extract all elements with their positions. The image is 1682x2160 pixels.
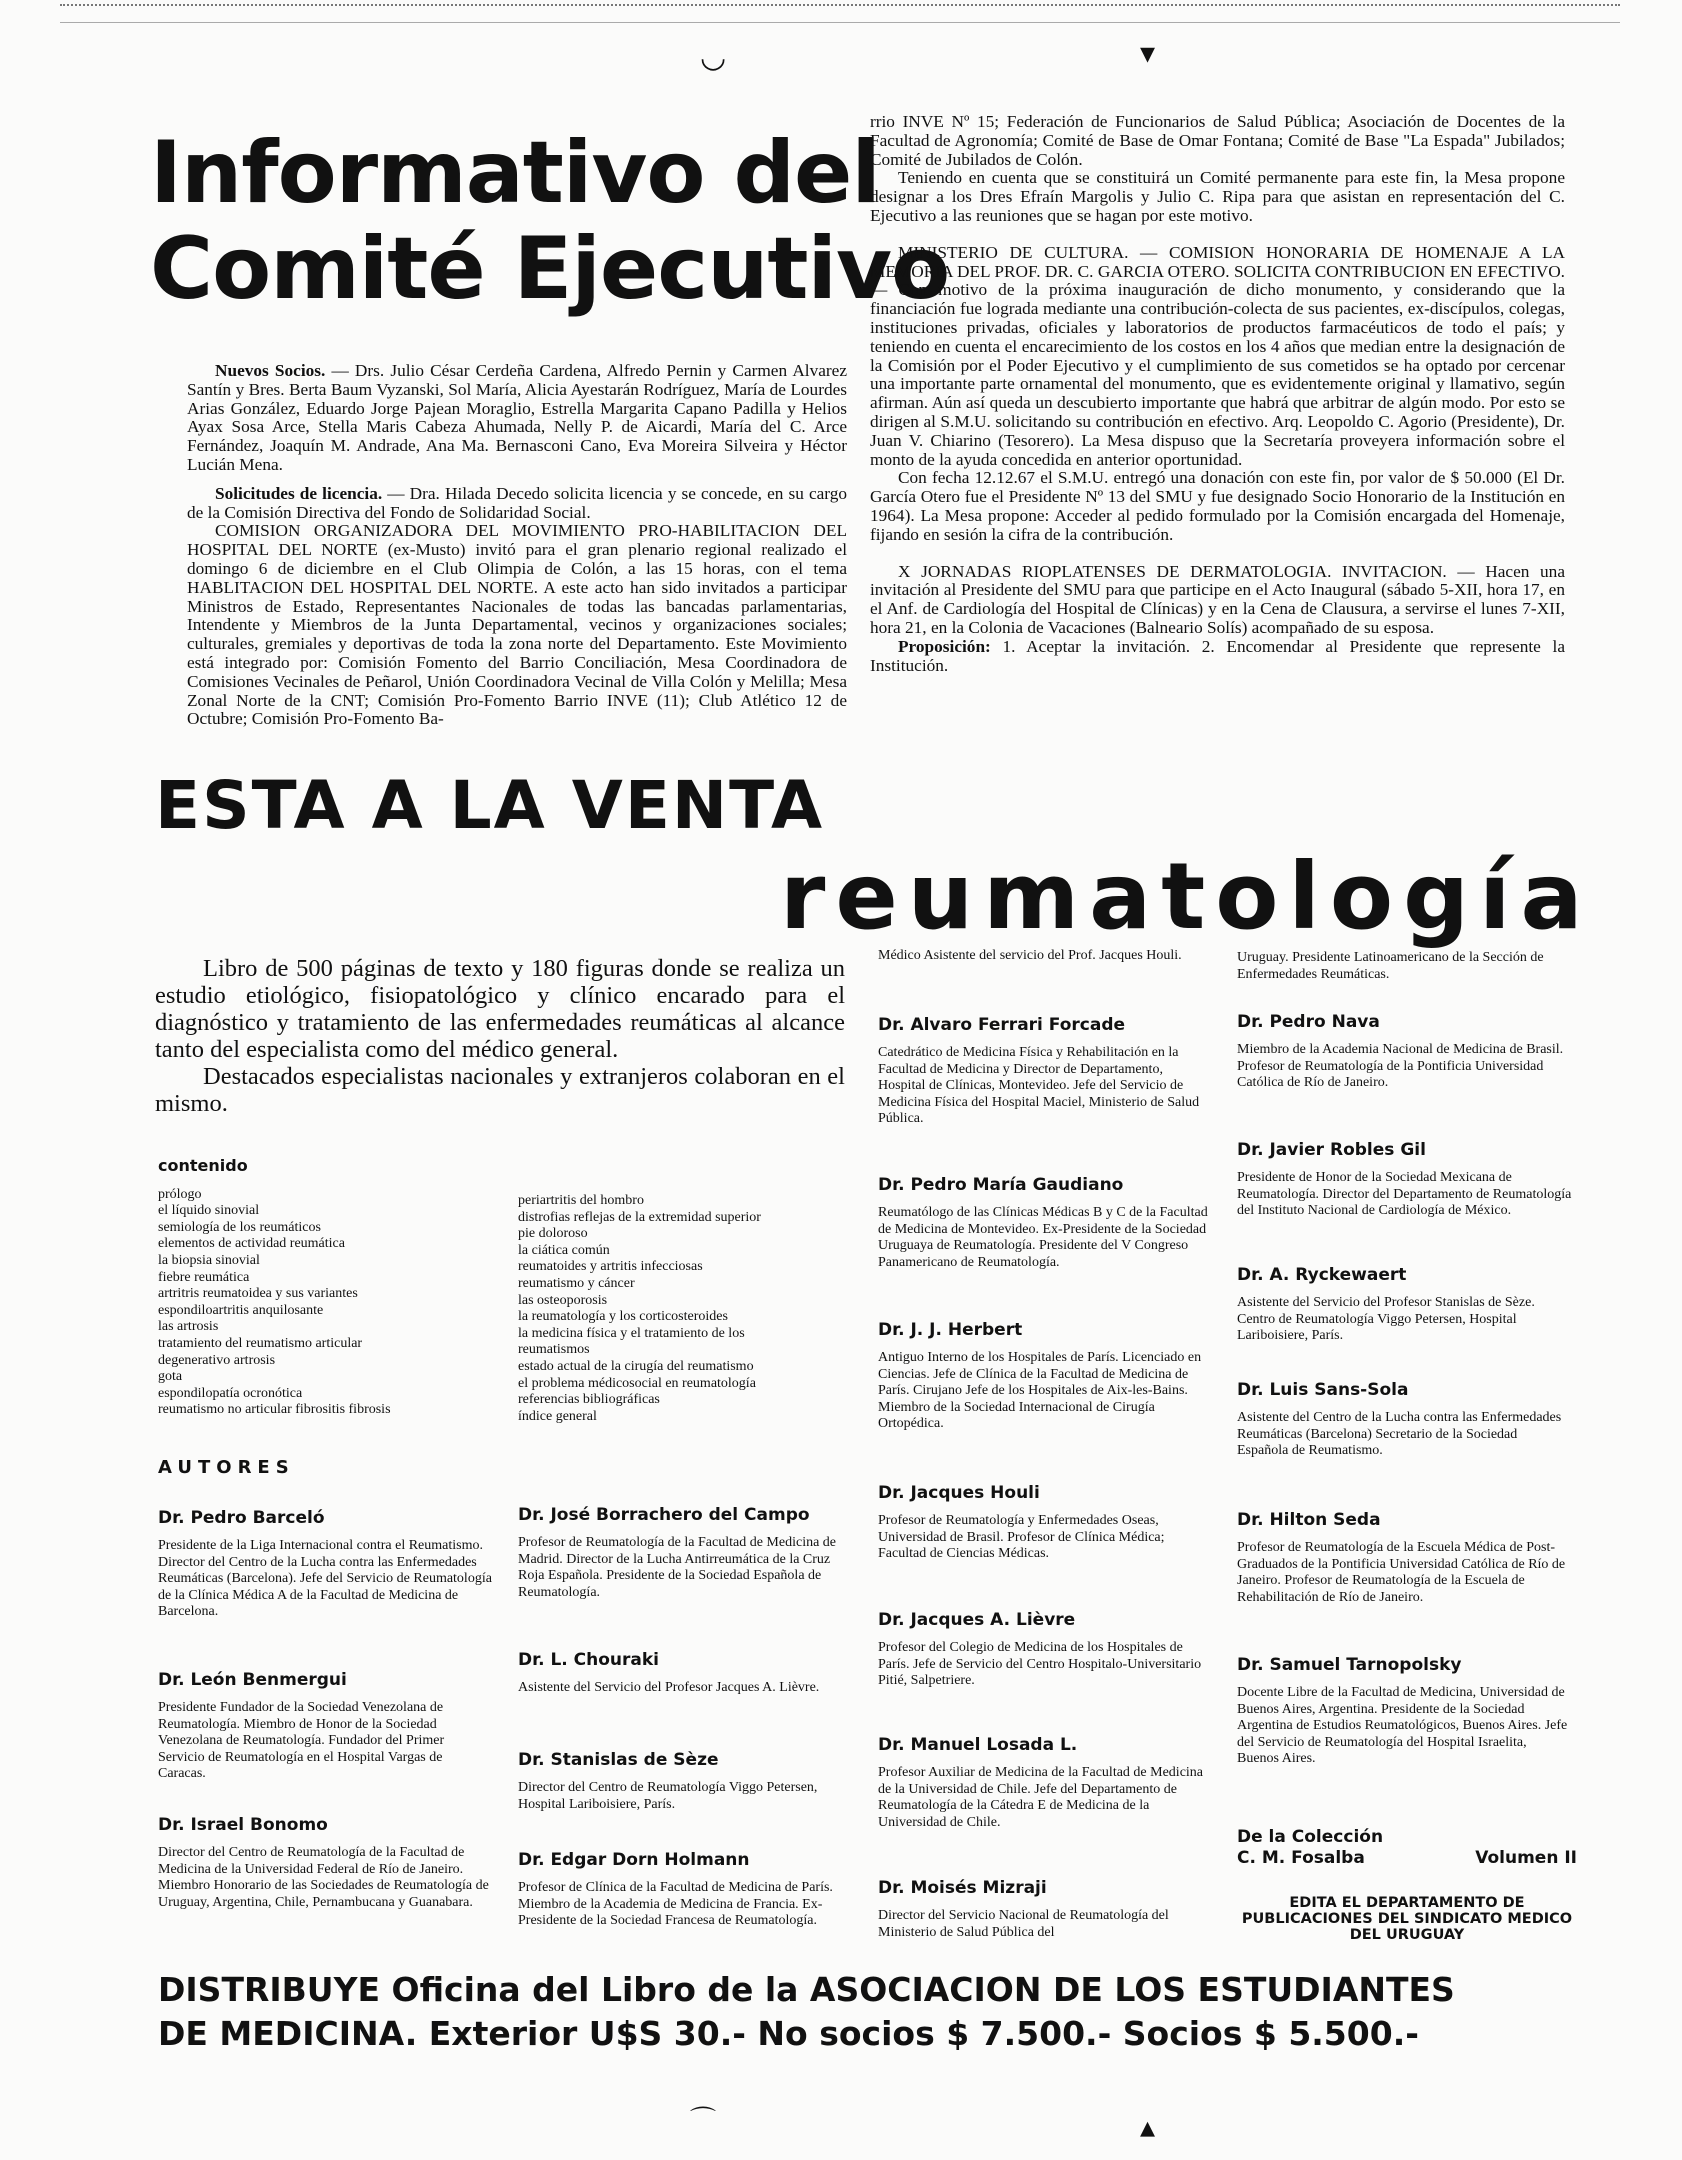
author-entry [518,1505,853,1601]
ad-intro-paragraph-2: Destacados especialistas nacionales y extranjeros colaboran en el mismo. [155,1063,845,1117]
author-desc: Asistente del Servicio del Profesor Jacques A. Lièvre. [518,1680,820,1695]
author-name: Dr. J. J. Herbert [878,1320,1023,1340]
author-entry [878,1320,1213,1433]
author-entry [1237,950,1572,983]
author-entry [158,1508,493,1621]
author-desc: Antiguo Interno de los Hospitales de París. Licenciado en Ciencias. Jefe de Clínica de la Facultad de Medicina de París. Cirujano Jefe de los Hospitales de Aix-les-Bains. Miembro de la Sociedad Internacional de Cirugía Ortopédica. [878,1350,1202,1431]
author-desc: Uruguay. Presidente Latinoamericano de la Sección de Enfermedades Reumáticas. [1237,950,1544,982]
author-entry [878,1015,1213,1128]
right-paragraph-1: rrio INVE Nº 15; Federación de Funcionarios de Salud Pública; Asociación de Docentes de la Facultad de Agronomía; Comité de Base de Omar Fontana; Comité de Base "La Espada" Jubilados; Comité de Jubilados de Colón. [870,112,1565,169]
title-line-1: Informativo del [150,123,880,223]
contents-column-1 [158,1158,503,1419]
author-name: Dr. Pedro María Gaudiano [878,1175,1124,1195]
author-name: Dr. Manuel Losada L. [878,1735,1078,1755]
author-desc: Profesor de Reumatología de la Escuela Médica de Post-Graduados de la Pontificia Universidad Católica de Río de Janeiro. Profesor de Reumatología de la Escuela de Rehabilitación de Río de Janeiro. [1237,1540,1566,1605]
ad-headline: ESTA A LA VENTA [155,767,825,844]
author-name: Dr. Jacques A. Lièvre [878,1610,1076,1630]
contents-item: espondilopatía ocronótica [158,1385,303,1401]
contents-item: la ciática común [518,1242,610,1258]
contents-column-2 [518,1193,858,1425]
author-desc: Presidente Fundador de la Sociedad Venezolana de Reumatología. Miembro de Honor de la Sociedad Venezolana de Reumatología. Fundador del Primer Servicio de Reumatología en el Hospital Vargas de Caracas. [158,1700,445,1781]
socios-lead: Nuevos Socios. [215,361,326,380]
contents-item: las artrosis [158,1319,219,1335]
proposicion-text: 1. Aceptar la invitación. 2. Encomendar al Presidente que represente la Institución. [870,636,1565,675]
author-desc: Docente Libre de la Facultad de Medicina, Universidad de Buenos Aires, Argentina. Presidente de la Sociedad Argentina de Estudios Reumatológicos, Buenos Aires. Jefe del Servicio de Reumatología del Hospital Israelita, Buenos Aires. [1237,1685,1568,1766]
contents-item: la medicina física y el tratamiento de los [518,1325,745,1341]
contents-item: reumatismos [518,1342,590,1358]
contents-item: semiología de los reumáticos [158,1219,321,1235]
author-name: Dr. Israel Bonomo [158,1815,328,1835]
licencia-lead: Solicitudes de licencia. [215,483,383,503]
distribution-banner [158,1968,1578,2056]
contents-item: índice general [518,1408,597,1424]
distribution-line-2: DE MEDICINA. Exterior U$S 30.- No socios $ 7.500.- Socios $ 5.500.- [158,2014,1419,2053]
author-name: Dr. José Borrachero del Campo [518,1505,810,1525]
contents-item: la biopsia sinovial [158,1252,260,1268]
author-desc: Profesor de Reumatología de la Facultad de Medicina de Madrid. Director de la Lucha Antirreumática de la Cruz Roja Española. Presidente de la Sociedad Española de Reumatología. [518,1535,837,1600]
ad-book-title: reumatología [780,843,1593,950]
author-name: Dr. Luis Sans-Sola [1237,1380,1409,1400]
contents-item: reumatoides y artritis infecciosas [518,1259,703,1275]
licencia-paragraph [187,485,847,523]
right-article-column [870,113,1565,685]
author-entry [1237,1510,1572,1606]
registration-mark: ◡ [700,41,727,74]
contents-item: espondiloartritis anquilosante [158,1302,324,1318]
page-title [150,123,950,319]
author-entry [878,948,1213,965]
contents-item: reumatismo y cáncer [518,1275,635,1291]
contents-item: las osteoporosis [518,1292,608,1308]
author-name: Dr. Moisés Mizraji [878,1878,1047,1898]
author-entry [518,1650,853,1697]
contents-item: artritris reumatoidea y sus variantes [158,1286,358,1302]
author-desc: Director del Centro de Reumatología Viggo Petersen, Hospital Lariboisiere, París. [518,1780,818,1812]
right-paragraph-4: Con fecha 12.12.67 el S.M.U. entregó una donación con este fin, por valor de $ 50.000 (El Dr. García Otero fue el Presidente Nº 13 del SMU y fue designado Socio Honorario de la Institución en 1964). La Mesa propone: Acceder al pedido formulado por la Comisión encargada del Homenaje, fijando en sesión la cifra de la contribución. [870,468,1565,544]
contents-list-2 [518,1193,858,1425]
author-desc: Profesor de Reumatología y Enfermedades Oseas, Universidad de Brasil. Profesor de Clínica Médica; Facultad de Ciencias Médicas. [878,1513,1165,1561]
right-paragraph-5: X JORNADAS RIOPLATENSES DE DERMATOLOGIA. INVITACION. — Hacen una invitación al Presidente del SMU para que participe en el Acto Inaugural (sábado 5-XII, hora 17, en el Anf. de Cardiología del Hospital de Clínicas) y en la Cena de Clausura, a servirse el lunes 7-XII, hora 21, en la Colonia de Vacaciones (Balneario Solís) acompañado de su esposa. [870,561,1565,637]
collection-line-1: De la Colección [1237,1827,1384,1847]
publisher-note: EDITA EL DEPARTAMENTO DE PUBLICACIONES DEL SINDICATO MEDICO DEL URUGUAY [1241,1895,1573,1943]
volume-label: Volumen II [1475,1848,1577,1868]
contents-item: el problema médicosocial en reumatología [518,1375,756,1391]
contents-item: el líquido sinovial [158,1203,260,1219]
registration-mark: ⌒ [690,2106,717,2135]
author-entry [1237,1655,1572,1768]
author-entry [1237,1380,1572,1460]
ad-intro-paragraph-1: Libro de 500 páginas de texto y 180 figuras donde se realiza un estudio etiológico, fisiopatológico y clínico encarado para el diagnóstico y tratamiento de las enfermedades reumáticas al alcance tanto del especialista como del médico general. [155,955,845,1063]
author-desc: Asistente del Centro de la Lucha contra las Enfermedades Reumáticas (Barcelona) Secretario de la Sociedad Española de Reumatismo. [1237,1410,1562,1458]
collection-line-2: C. M. Fosalba [1237,1848,1365,1868]
author-name: Dr. L. Chouraki [518,1650,660,1670]
author-name: Dr. León Benmergui [158,1670,347,1690]
right-paragraph-3: MINISTERIO DE CULTURA. — COMISION HONORARIA DE HOMENAJE A LA MEMORIA DEL PROF. DR. C. GARCIA OTERO. SOLICITA CONTRIBUCION EN EFECTIVO. — Con motivo de la próxima inauguración de dicho monumento, y considerando que la financiación fue lograda mediante una contribución-colecta de sus pacientes, ex-discípulos, colegas, instituciones privadas, oficiales y laboratorios de productos farmacéuticos de todo el país; y teniendo en cuenta el encarecimiento de los costos en los 4 años que median entre la designación de la Comisión por el Poder Ejecutivo y el cumplimiento de sus cometidos se ha optado por cercenar una importante parte ornamental del monumento, que es evidentemente original y llamativo, según afirman. Aún así queda un descubierto importante que habrá que arbitrar de algún modo. Por esto se dirigen al S.M.U. solicitando su contribución en efectivo. Arq. Leopoldo C. Agorio (Presidente), Dr. Juan V. Chiarino (Tesorero). La Mesa dispuso que la Secretaría proveyera información sobre el monto de la ayuda concedida en anterior oportunidad. [870,242,1565,469]
author-name: Dr. Edgar Dorn Holmann [518,1850,750,1870]
author-name: Dr. Jacques Houli [878,1483,1040,1503]
proposicion-lead: Proposición: [898,636,991,656]
author-desc: Miembro de la Academia Nacional de Medicina de Brasil. Profesor de Reumatología de la Pontificia Universidad Católica de Río de Janeiro. [1237,1042,1564,1090]
right-paragraph-2: Teniendo en cuenta que se constituirá un Comité permanente para este fin, la Mesa propone designar a los Dres Efraín Margolis y Julio C. Ripa para que asistan en representación del C. Ejecutivo a las reuniones que se hagan por este motivo. [870,168,1565,225]
author-name: Dr. Pedro Nava [1237,1012,1380,1032]
contents-item: estado actual de la cirugía del reumatismo [518,1358,754,1374]
author-desc: Profesor Auxiliar de Medicina de la Facultad de Medicina de la Universidad de Chile. Jefe del Departamento de Reumatología de la Cátedra E de Medicina de la Universidad de Chile. [878,1765,1204,1830]
contents-list-1 [158,1187,503,1419]
author-name: Dr. Alvaro Ferrari Forcade [878,1015,1126,1035]
author-entry [518,1850,853,1930]
title-line-2: Comité Ejecutivo [150,219,950,319]
author-name: Dr. Hilton Seda [1237,1510,1381,1530]
contents-heading: contenido [158,1156,248,1175]
contents-item: degenerativo artrosis [158,1352,276,1368]
licencia-text: — Dra. Hilada Decedo solicita licencia y se concede, en su cargo de la Comisión Directiva del Fondo de Solidaridad Social. [187,483,848,522]
author-entry [518,1750,853,1813]
author-name: Dr. Samuel Tarnopolsky [1237,1655,1462,1675]
socios-paragraph [187,362,847,475]
author-desc: Director del Servicio Nacional de Reumatología del Ministerio de Salud Pública del [878,1908,1169,1940]
author-desc: Director del Centro de Reumatología de la Facultad de Medicina de la Universidad Federal de Río de Janeiro. Miembro Honorario de las Sociedades de Reumatología de Uruguay, Argentina, Chile, Pernambucana y Guanabara. [158,1845,489,1910]
author-desc: Catedrático de Medicina Física y Rehabilitación en la Facultad de Medicina y Director de Departamento, Hospital de Clínicas, Montevideo. Jefe del Servicio de Medicina Física del Hospital Maciel, Ministerio de Salud Pública. [878,1045,1200,1126]
registration-mark: ▾ [1140,37,1156,70]
contents-item: tratamiento del reumatismo articular [158,1335,363,1351]
author-entry [878,1483,1213,1563]
contents-item: referencias bibliográficas [518,1392,660,1408]
left-article-column [187,362,847,739]
contents-item: periartritis del hombro [518,1193,644,1208]
author-entry [1237,1012,1572,1092]
socios-text: — Drs. Julio César Cerdeña Cardena, Alfredo Pernin y Carmen Alvarez Santín y Bres. Berta Baum Vyzanski, Sol María, Alicia Ayestarán Rodríguez, María de Lourdes Arias González, Eduardo Jorge Pajean Moraglio, Estrella Margarita Capano Padilla y Helios Ayax Sosa Arce, Stella Maris Cabeza Ahumada, Nelly P. de Aicardi, María del C. Arce Fernández, Joaquín M. Andrade, Ana Ma. Bernasconi Cano, Eva Moreira Silveira y Héctor Lucián Mena. [187,361,848,474]
contents-item: la reumatología y los corticosteroides [518,1309,728,1325]
author-entry [1237,1140,1572,1220]
contents-item: reumatismo no articular fibrositis fibrosis [158,1402,391,1418]
authors-heading: AUTORES [158,1457,295,1478]
author-entry [158,1670,493,1783]
scan-edge [60,4,1620,23]
author-desc: Asistente del Servicio del Profesor Stanislas de Sèze. Centro de Reumatología Viggo Petersen, Hospital Lariboisiere, París. [1237,1295,1535,1343]
author-desc: Profesor del Colegio de Medicina de los Hospitales de París. Jefe de Servicio del Centro Hospitalo-Universitario Pitié, Salpetriere. [878,1640,1202,1688]
contents-item: gota [158,1369,183,1385]
registration-mark: ▴ [1140,2111,1156,2144]
author-name: Dr. Javier Robles Gil [1237,1140,1426,1160]
author-desc: Presidente de la Liga Internacional contra el Reumatismo. Director del Centro de la Lucha contra las Enfermedades Reumáticas (Barcelona). Jefe del Servicio de Reumatología de la Clínica Médica A de la Facultad de Medicina de Barcelona. [158,1538,492,1619]
ad-intro [155,955,845,1117]
author-name: Dr. A. Ryckewaert [1237,1265,1407,1285]
author-desc: Profesor de Clínica de la Facultad de Medicina de París. Miembro de la Academia de Medicina de Francia. Ex-Presidente de la Sociedad Francesa de Reumatología. [518,1880,833,1928]
author-entry [1237,1265,1572,1345]
right-paragraph-6 [870,638,1565,676]
author-desc: Presidente de Honor de la Sociedad Mexicana de Reumatología. Director del Departamento de Reumatología del Instituto Nacional de Cardiología de México. [1237,1170,1572,1218]
collection-info [1237,1827,1577,1869]
author-entry [878,1610,1213,1690]
author-desc: Reumatólogo de las Clínicas Médicas B y C de la Facultad de Medicina de Montevideo. Ex-Presidente de la Sociedad Uruguaya de Reumatología. Presidente del V Congreso Panamericano de Reumatología. [878,1205,1208,1270]
contents-item: pie doloroso [518,1226,588,1242]
contents-item: elementos de actividad reumática [158,1236,345,1252]
comision-paragraph: COMISION ORGANIZADORA DEL MOVIMIENTO PRO-HABILITACION DEL HOSPITAL DEL NORTE (ex-Musto) invitó para el gran plenario regional realizado el domingo 6 de diciembre en el Club Olimpia de Colón, a las 15 horas, con el tema HABLITACION DEL HOSPITAL DEL NORTE. A este acto han sido invitados a participar Ministros de Estado, Representantes Nacionales de todas las bancadas parlamentarias, Intendente y Miembros de la Junta Departamental, vecinos y organizaciones sociales; culturales, gremiales y deportivas de toda la zona norte del Departamento. Este Movimiento está integrado por: Comisión Fomento del Barrio Conciliación, Mesa Coordinadora de Comisiones Vecinales de Peñarol, Unión Coordinadora Vecinal de Villa Colón y Melilla; Mesa Zonal Norte de la CNT; Comisión Pro-Fomento Barrio INVE (11); Club Atlético 12 de Octubre; Comisión Pro-Fomento Ba- [187,521,847,729]
author-entry [878,1878,1213,1941]
author-entry [878,1735,1213,1831]
contents-item: distrofias reflejas de la extremidad superior [518,1209,761,1225]
contents-item: fiebre reumática [158,1269,250,1285]
author-desc: Médico Asistente del servicio del Prof. Jacques Houli. [878,948,1182,963]
author-entry [878,1175,1213,1271]
distribution-line-1: DISTRIBUYE Oficina del Libro de la ASOCIACION DE LOS ESTUDIANTES [158,1970,1455,2009]
author-name: Dr. Stanislas de Sèze [518,1750,719,1770]
author-entry [158,1815,493,1911]
contents-item: prólogo [158,1186,202,1202]
author-name: Dr. Pedro Barceló [158,1508,325,1528]
